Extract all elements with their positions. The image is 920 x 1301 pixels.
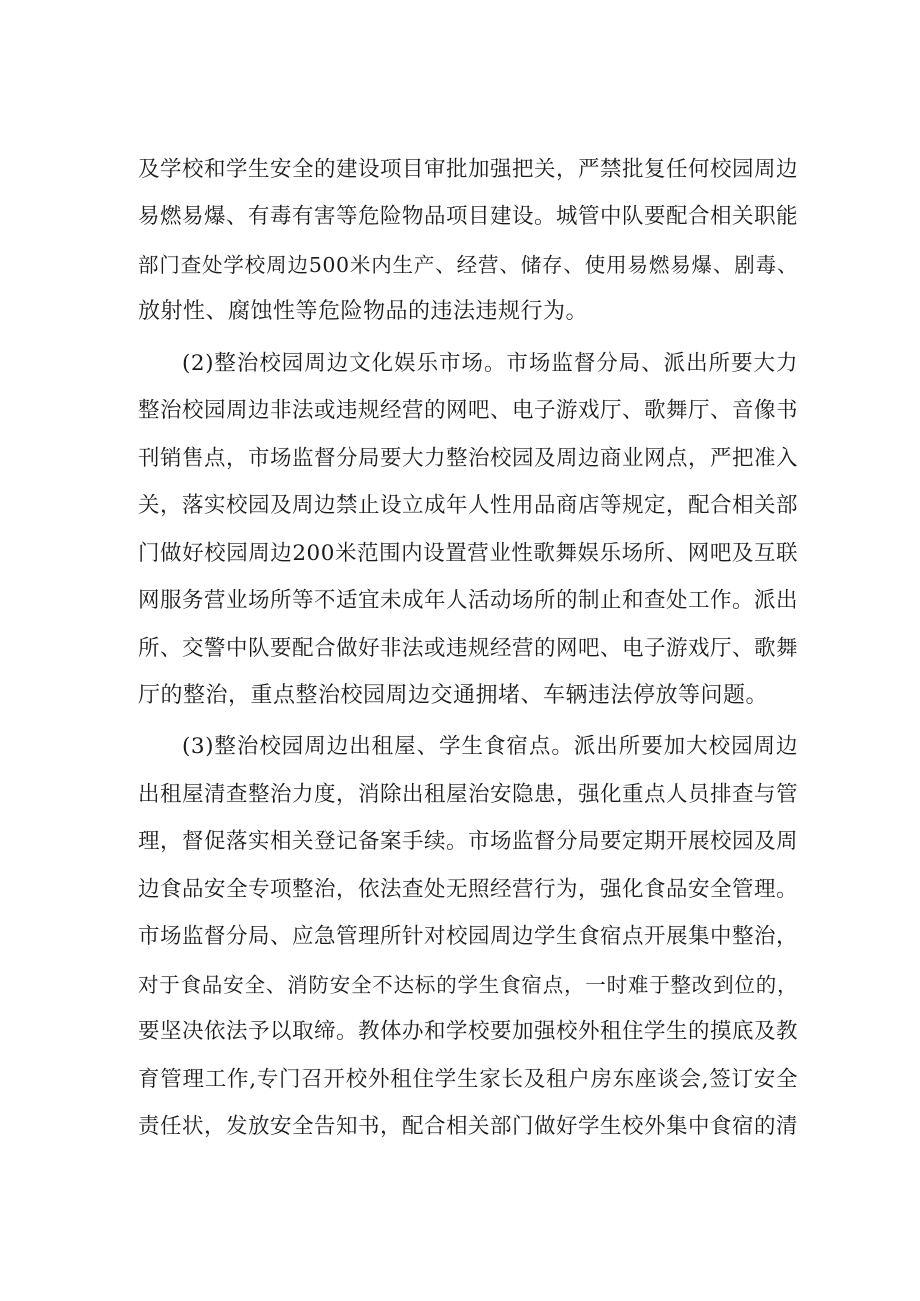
text-line: 网服务营业场所等不适宜未成年人活动场所的制止和查处工作。派出 — [138, 588, 799, 613]
text-line: 市场监督分局、应急管理所针对校园周边学生食宿点开展集中整治， — [138, 924, 799, 949]
text-line: 易燃易爆、有毒有害等危险物品项目建设。城管中队要配合相关职能 — [138, 204, 799, 229]
text-line: 门做好校园周边200米范围内设置营业性歌舞娱乐场所、网吧及互联 — [138, 541, 798, 566]
text-line: 对于食品安全、消防安全不达标的学生食宿点，一时难于整改到位的， — [138, 973, 798, 997]
text-line: 边食品安全专项整治，依法查处无照经营行为，强化食品安全管理。 — [138, 877, 799, 902]
text-line: 整治校园周边非法或违规经营的网吧、电子游戏厅、歌舞厅、音像书 — [138, 398, 799, 423]
text-line: 关，落实校园及周边禁止设立成年人性用品商店等规定，配合相关部 — [138, 493, 799, 518]
text-line: 厅的整治，重点整治校园周边交通拥堵、车辆违法停放等问题。 — [138, 683, 769, 708]
text-line: 理，督促落实相关登记备案手续。市场监督分局要定期开展校园及周 — [138, 829, 799, 854]
text-line: 及学校和学生安全的建设项目审批加强把关，严禁批复任何校园周边 — [138, 157, 799, 182]
text-line: 所、交警中队要配合做好非法或违规经营的网吧、电子游戏厅、歌舞 — [138, 636, 799, 661]
text-line: 刊销售点，市场监督分局要大力整治校园及周边商业网点，严把准入 — [138, 446, 799, 471]
text-line: 部门查处学校周边500米内生产、经营、储存、使用易燃易爆、剧毒、 — [138, 253, 798, 277]
text-line: 出租屋清查整治力度，消除出租屋治安隐患，强化重点人员排查与管 — [138, 782, 799, 807]
text-line: 放射性、腐蚀性等危险物品的违法违规行为。 — [138, 299, 589, 324]
text-line: 育管理工作,专门召开校外租住学生家长及租户房东座谈会,签订安全 — [138, 1067, 798, 1092]
text-line: 责任状，发放安全告知书，配合相关部门做好学生校外集中食宿的清 — [138, 1114, 799, 1139]
paragraph-first-line: (3)整治校园周边出租屋、学生食宿点。派出所要加大校园周边 — [182, 734, 798, 759]
text-line: 要坚决依法予以取缔。教体办和学校要加强校外租住学生的摸底及教 — [138, 1019, 799, 1044]
paragraph-first-line: (2)整治校园周边文化娱乐市场。市场监督分局、派出所要大力 — [182, 351, 798, 376]
